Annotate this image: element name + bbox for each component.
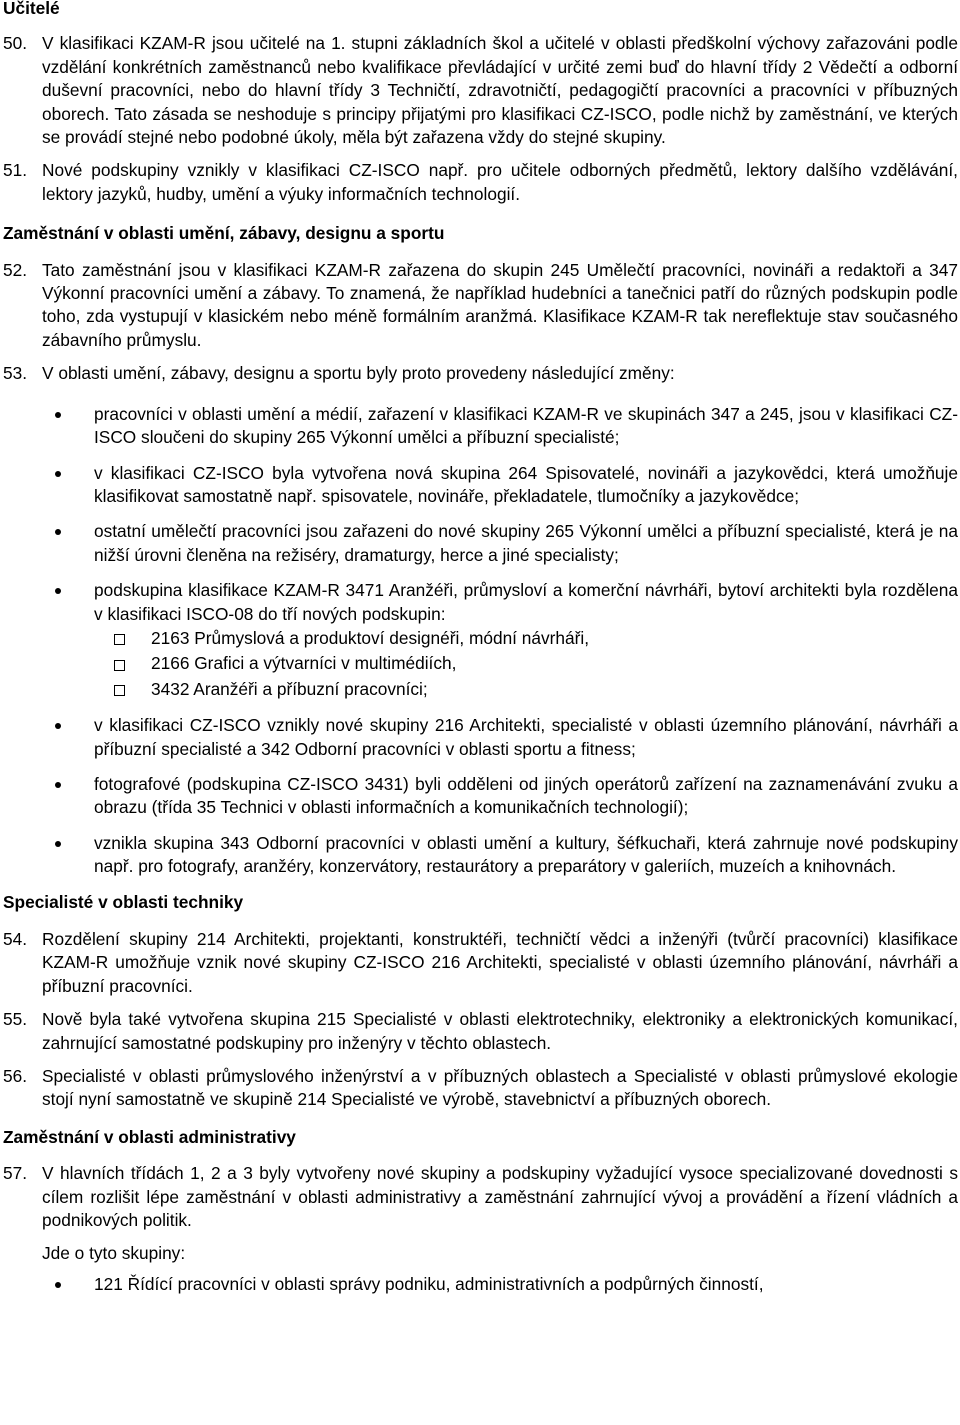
sub-list-item-text: 3432 Aranžéři a příbuzní pracovníci; — [151, 678, 428, 699]
list-item — [42, 403, 958, 450]
checkbox-square-icon — [94, 627, 151, 650]
paragraph-number: 50. — [3, 33, 28, 54]
paragraph-text: Nové podskupiny vznikly v klasifikaci CZ-ISCO např. pro učitele odborných předmětů, lektory dalšího vzdělávání, lektory jazyků, hudby, umění a výuky informačních technologií. — [42, 160, 958, 204]
list-item — [42, 520, 958, 567]
document-page — [3, 0, 958, 1296]
paragraph-text: Tato zaměstnání jsou v klasifikaci KZAM-R zařazena do skupin 245 Umělečtí pracovníci, novináři a redaktoři a 347 Výkonní pracovníci umění a zábavy. To znamená, že například hudebníci a tanečnici patří do různých podskupin podle toho, zda vystupují v klasickém nebo méně formálním aranžmá. Klasifikace KZAM-R tak nereflektuje stav současného zábavního průmyslu. — [42, 259, 958, 350]
paragraph-number: 56. — [3, 1066, 28, 1087]
list-item-text: pracovníci v oblasti umění a médií, zařazení v klasifikaci KZAM-R ve skupinách 347 a 245, jsou v klasifikaci CZ-ISCO sloučeni do skupiny 265 Výkonní umělci a příbuzní specialisté; — [94, 403, 958, 448]
list-item-text: podskupina klasifikace KZAM-R 3471 Aranžéři, průmysloví a komerční návrháři, bytoví architekti byla rozdělena v klasifikaci ISCO-08 do tří nových podskupin: — [94, 580, 958, 624]
sub-list-item-text: 2163 Průmyslová a produktoví designéři, módní návrháři, — [151, 627, 590, 648]
list-item — [42, 832, 958, 879]
paragraph-number: 57. — [3, 1163, 28, 1184]
list-item-text: fotografové (podskupina CZ-ISCO 3431) byli odděleni od jiných operátorů zařízení na zaznamenávání zvuku a obrazu (třída 35 Technici v oblasti informačních a komunikačních technologií); — [94, 773, 958, 818]
sub-list-item — [94, 652, 958, 675]
list-item — [42, 579, 958, 626]
bullet-icon — [42, 403, 94, 450]
paragraph-56 — [3, 1065, 958, 1112]
paragraph-54 — [3, 928, 958, 998]
checkbox-square-icon — [94, 653, 151, 676]
bullet-icon — [42, 714, 94, 761]
paragraph-50 — [3, 32, 958, 149]
paragraph-number: 54. — [3, 929, 28, 949]
bullet-icon — [42, 462, 94, 509]
paragraph-number: 52. — [3, 259, 28, 280]
paragraph-text: V oblasti umění, zábavy, designu a sportu byly proto provedeny následující změny: — [42, 363, 675, 384]
bullet-icon — [42, 832, 94, 879]
list-item-text: ostatní umělečtí pracovníci jsou zařazeni do nové skupiny 265 Výkonní umělci a příbuzní specialisté, která je na nižší úrovni členěna na režiséry, dramaturgy, herce a jiné specialisty; — [94, 521, 958, 565]
paragraph-text: Nově byla také vytvořena skupina 215 Specialisté v oblasti elektrotechniky, elektroniky a elektronických komunikací, zahrnující samostatné podskupiny pro inženýry v těchto oblastech. — [42, 1009, 958, 1053]
list-item-text: vznikla skupina 343 Odborní pracovníci v oblasti umění a kultury, šéfkuchaři, která zahrnuje nové podskupiny např. pro fotografy, aranžéry, konzervátory, restaurátory a preparátory v galeriích, muzeích a knihovnách. — [94, 832, 958, 877]
paragraph-52 — [3, 259, 958, 353]
checkbox-square-icon — [94, 678, 151, 701]
paragraph-text: V hlavních třídách 1, 2 a 3 byly vytvořeny nové skupiny a podskupiny vyžadující vysoce specializované dovednosti s cílem rozlišit lépe zaměstnání v oblasti administrativy a zaměstnání zahrnující vývoj a provádění a řízení vládních a podnikových politik. — [42, 1163, 958, 1231]
sub-list-item — [94, 678, 958, 701]
bullet-icon — [42, 579, 94, 626]
paragraph-text: Rozdělení skupiny 214 Architekti, projektanti, konstruktéři, techničtí vědci a inženýři (tvůrčí pracovníci) klasifikace KZAM-R umožňuje vznik nové skupiny CZ-ISCO 216 Architekti, specialisté v oblasti územního plánování, návrháři a příbuzní pracovníci. — [42, 929, 958, 996]
list-item-text: 121 Řídící pracovníci v oblasti správy podniku, administrativních a podpůrných činností, — [94, 1273, 764, 1294]
paragraph-text: V klasifikaci KZAM-R jsou učitelé na 1. stupni základních škol a učitelé v oblasti předškolní výchovy zařazováni podle vzdělání konkrétních zaměstnanců nebo kvalifikace převládající v určité zemi buď do hlavní třídy 2 Vědečtí a odborní duševní pracovníci, nebo do hlavní třídy 3 Techničtí, zdravotničtí, pedagogičtí pracovníci a pracovníci v příbuzných oborech. Tato zásada se neshoduje s principy přijatými pro klasifikaci CZ-ISCO, podle nichž by zaměstnání, ve kterých se provádí stejné nebo podobné úkoly, měla být zařazena vždy do stejné skupiny. — [42, 33, 958, 148]
section-title: Učitelé — [3, 0, 60, 18]
heading-arts: Zaměstnání v oblasti umění, zábavy, designu a sportu — [3, 223, 445, 244]
bullet-icon — [42, 1273, 94, 1296]
heading-admin: Zaměstnání v oblasti administrativy — [3, 1126, 296, 1147]
groups-intro: Jde o tyto skupiny: — [42, 1243, 186, 1264]
list-item — [42, 773, 958, 820]
list-item-text: v klasifikaci CZ-ISCO byla vytvořena nová skupina 264 Spisovatelé, novináři a jazykovědci, která umožňuje klasifikovat samostatně např. spisovatele, novináře, překladatele, tlumočníky a jazykovědce; — [94, 462, 958, 506]
bullet-icon — [42, 520, 94, 567]
sub-list-item — [94, 627, 958, 650]
paragraph-57 — [3, 1162, 958, 1232]
paragraph-text: Specialisté v oblasti průmyslového inženýrství a v příbuzných oblastech a Specialisté v oblasti průmyslové ekologie stojí nyní samostatně ve skupině 214 Specialisté ve výrobě, stavebnictví a příbuzných oborech. — [42, 1066, 958, 1110]
paragraph-51 — [3, 159, 958, 206]
paragraph-53 — [3, 362, 958, 385]
paragraph-number: 55. — [3, 1009, 28, 1030]
list-item — [42, 462, 958, 509]
paragraph-55 — [3, 1008, 958, 1055]
paragraph-number: 53. — [3, 363, 28, 384]
sub-list-item-text: 2166 Grafici a výtvarníci v multimédiích, — [151, 653, 457, 674]
paragraph-number: 51. — [3, 160, 28, 181]
heading-tech: Specialisté v oblasti techniky — [3, 891, 244, 912]
bullet-icon — [42, 773, 94, 820]
list-item — [42, 714, 958, 761]
list-item-text: v klasifikaci CZ-ISCO vznikly nové skupiny 216 Architekti, specialisté v oblasti územního plánování, návrháři a příbuzní specialisté a 342 Odborní pracovníci v oblasti sportu a fitness; — [94, 715, 958, 759]
list-item — [42, 1273, 958, 1296]
